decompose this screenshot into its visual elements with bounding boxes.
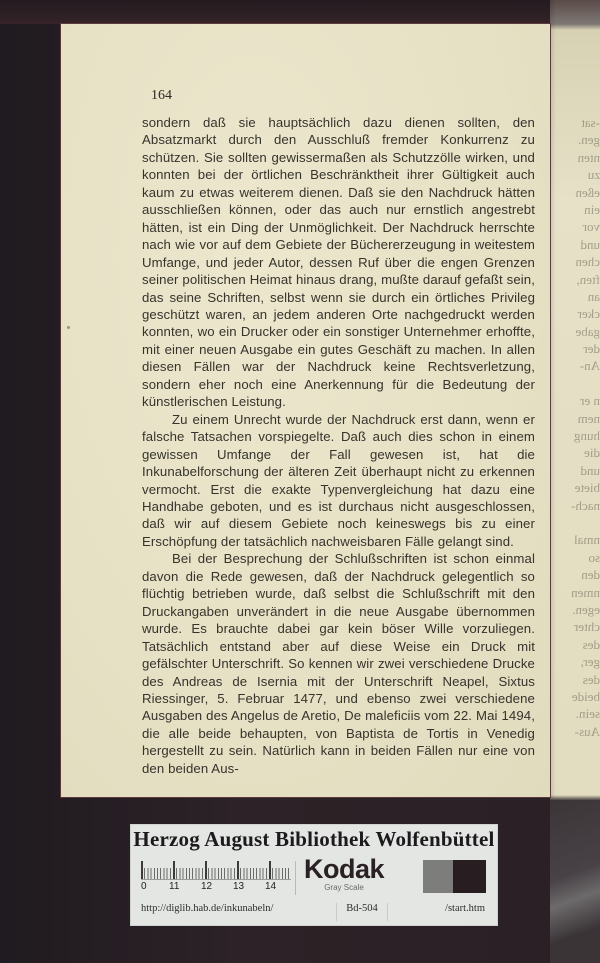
ruler-major-tick	[173, 861, 175, 879]
bleed-through-line: nten	[577, 149, 600, 165]
kodak-logo	[299, 855, 389, 895]
kodak-wordmark: Kodak	[303, 854, 385, 884]
bleed-through-line: gabe	[575, 323, 600, 339]
bleed-through-line: cker	[577, 306, 600, 322]
bleed-through-line: an	[587, 288, 600, 304]
bleed-through-line: eßen	[575, 184, 600, 200]
bleed-through-line: ein	[584, 201, 600, 217]
book-page	[61, 24, 550, 797]
bleed-through-line: ger,	[580, 654, 600, 670]
page-body-text	[142, 114, 535, 777]
bleed-through-line: den	[581, 567, 600, 583]
gray-patch-medium	[423, 860, 453, 893]
bleed-through-line: beide	[571, 688, 600, 704]
bleed-through-line: die	[584, 445, 600, 461]
bleed-through-line: chter	[574, 619, 600, 635]
bleed-through-line	[560, 514, 600, 531]
gray-patch-dark	[453, 860, 486, 893]
ruler-ticks	[141, 861, 291, 880]
ruler-major-tick	[237, 861, 239, 879]
bleed-through-line: ften,	[576, 271, 600, 287]
bleed-through-line: so	[588, 549, 600, 565]
bleed-through-line: des	[582, 636, 600, 652]
scan-backdrop-top-edge	[0, 0, 600, 24]
ruler-label: 0	[141, 881, 147, 892]
url-suffix: /start.htm	[445, 903, 485, 914]
ruler-label: 14	[265, 881, 277, 892]
ruler-major-tick	[141, 861, 143, 879]
bleed-through-line: egen.	[572, 601, 600, 617]
bleed-through-line: chen	[575, 254, 600, 270]
bleed-through-line	[560, 375, 600, 392]
bleed-through-line: nmen	[571, 584, 600, 600]
bleed-through-line: gen.	[577, 132, 600, 148]
scan-corner-shadow	[550, 800, 600, 963]
bleed-through-line: nach-	[571, 497, 600, 513]
bleed-through-line: nmal	[574, 532, 600, 548]
bleed-through-line: vor	[582, 219, 600, 235]
measurement-ruler	[141, 861, 296, 895]
ruler-label: 12	[201, 881, 213, 892]
bleed-through-line: nem	[577, 410, 600, 426]
paragraph-3: Bei der Besprechung der Schlußschriften ist schon einmal davon die Rede gewesen, daß der Nachdruck gelegentlich so flüchtig betrieben wurde, daß selbst die Schlußschrift mit den Druckangaben unverändert in die neue Ausgabe übernommen wurde. Es brauchte dabei gar kein böser Wille vorzuliegen. Tatsächlich entstand aber auf diese Weise ein Druck mit gefälschter Unterschrift. So kennen wir zwei verschiedene Drucke des Andreas de Isernia mit der Unterschrift Neapel, Sixtus Riessinger, 5. Februar 1477, und ebenso zwei verschiedene Ausgaben des Angelus de Aretio, De maleficiis vom 22. Mai 1494, die alle beide behaupten, von Baptista de Tortis in Venedig hergestellt zu sein. Natürlich kann in beiden Fällen nur eine von den beiden Aus-	[142, 551, 535, 776]
ruler-label: 11	[169, 881, 180, 892]
facing-page-bleed-through-text	[560, 114, 600, 740]
shelfmark-code: Bd-504	[336, 903, 388, 921]
bleed-through-line: und	[580, 462, 600, 478]
paragraph-1: sondern daß sie hauptsächlich dazu dienen sollten, den Absatzmarkt durch den Ausschluß fremder Konkurrenz zu schützen. Sie sollten gewissermaßen als Schutzzölle wirken, und konnten bei der örtlichen Beschränktheit ihrer Gültigkeit auch kaum zu etwas weiterem dienen. Daß sie den Nachdruck hätten ausschließen können, oder das auch nur ernstlich angestrebt hätten, ist ein Ding der Unmöglichkeit. Der Nachdruck herrschte nach wie vor auf dem Gebiete der Büchererzeugung in weitestem Umfange, und jeder Autor, dessen Ruf über die engen Grenzen seiner politischen Heimat hinaus drang, mußte darauf gefaßt sein, das seine Schriften, selbst wenn sie durch ein örtliches Privileg geschützt waren, an jedem anderen Orte nachgedruckt werden konnten, wo ein Drucker oder ein sonstiger Unternehmer erhoffte, mit einer neuen Ausgabe ein gutes Geschäft zu machen. In allen diesen Fällen war der Nachdruck keine Rechtsverletzung, sondern eher noch eine Anerkennung für die Bedeutung der künstlerischen Leistung.	[142, 115, 535, 410]
bleed-through-line: und	[580, 236, 600, 252]
ruler-major-tick	[269, 861, 271, 879]
bleed-through-line: des	[582, 671, 600, 687]
bleed-through-line: An-	[579, 358, 600, 374]
bleed-through-line: Aus-	[574, 723, 600, 739]
paragraph-2: Zu einem Unrecht wurde der Nachdruck erst dann, wenn er falsche Tatsachen vorspiegelte. Daß auch dies schon in einem gewissen Umfange der Fall gewesen ist, hat die Inkunabelforschung der älteren Zeit überhaupt nicht zu erkennen vermocht. Erst die exakte Typenvergleichung hat dazu eine Handhabe geboten, und es ist durchaus nicht ausgeschlossen, daß wir auf diesem Gebiete noch keineswegs bis zu einer Erschöpfung der tatsächlich nachweisbaren Fälle gelangt sind.	[142, 411, 535, 549]
ruler-labels	[141, 881, 301, 895]
bleed-through-line: sein.	[575, 706, 600, 722]
bleed-through-line: der	[583, 341, 600, 357]
bleed-through-line: zu	[587, 167, 600, 183]
library-color-reference-card	[130, 824, 498, 926]
ruler-label: 13	[233, 881, 245, 892]
library-name: Herzog August Bibliothek Wolfenbüttel	[133, 827, 495, 851]
bleed-through-line: biete	[574, 480, 600, 496]
page-number: 164	[151, 88, 172, 103]
margin-speck	[67, 326, 70, 329]
bleed-through-line: hung	[574, 428, 600, 444]
digital-library-url: http://diglib.hab.de/inkunabeln/	[141, 903, 274, 914]
bleed-through-line: -sat	[581, 115, 600, 130]
bleed-through-line: n er	[580, 393, 600, 409]
ruler-major-tick	[205, 861, 207, 879]
gray-scale-label: Gray Scale	[324, 883, 364, 892]
